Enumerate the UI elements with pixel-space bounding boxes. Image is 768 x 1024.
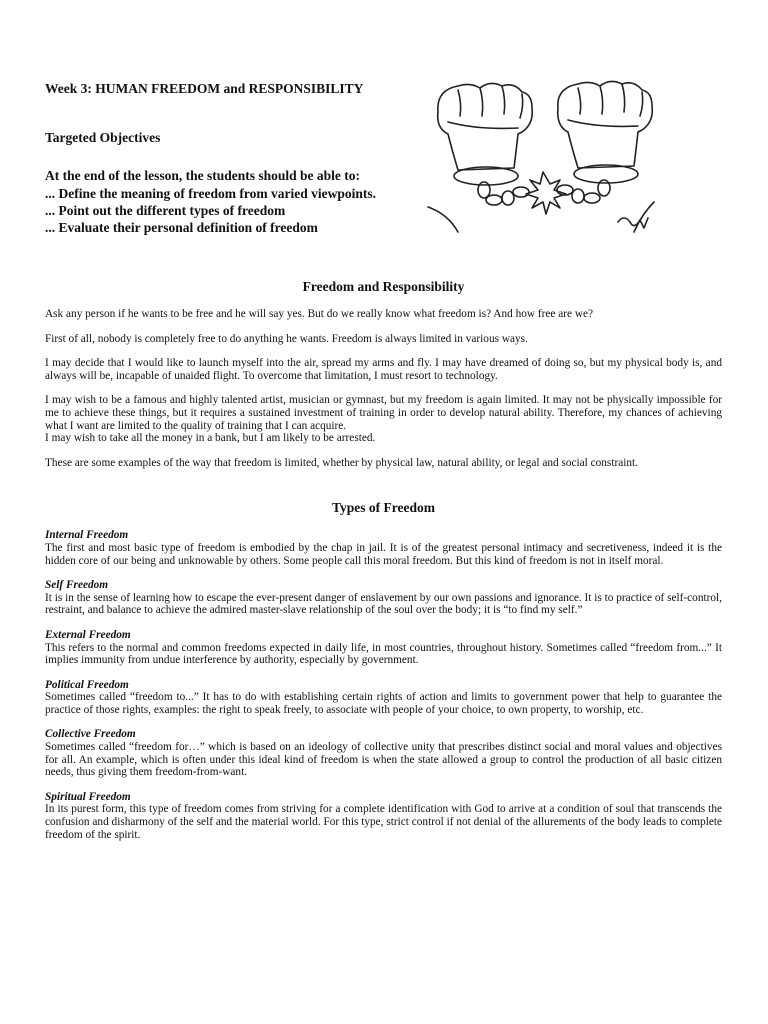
objective-item: ... Evaluate their personal definition of freedom [45,220,318,235]
freedom-type-text: The first and most basic type of freedom is embodied by the chap in jail. It is of the greatest personal intimacy and secretiveness, indeed it is the hidden core of our being and unknowable by others. Some people call this moral freedom. But this kind of freedom is not in itself moral. [45,541,722,567]
freedom-type-name: Internal Freedom [45,529,129,542]
paragraph: First of all, nobody is completely free to do anything he wants. Freedom is always limited in various ways. [45,332,528,345]
freedom-type-name: Self Freedom [45,579,109,592]
freedom-type-name: Collective Freedom [45,728,136,741]
week-title: Week 3: HUMAN FREEDOM and RESPONSIBILITY [45,81,364,96]
objective-item: ... Point out the different types of freedom [45,203,286,218]
objective-item: ... Define the meaning of freedom from varied viewpoints. [45,186,376,201]
section-title-freedom-responsibility: Freedom and Responsibility [302,279,465,294]
freedom-type-self [45,579,722,617]
paragraph: I may wish to take all the money in a bank, but I am likely to be arrested. [45,432,376,445]
freedom-type-text: In its purest form, this type of freedom comes from striving for a complete identification with God to arrive at a condition of soul that transcends the confusion and disharmony of the self and the material world. For this type, strict control if not denial of the allurements of the body leads to complete freedom of the spirit. [45,803,722,841]
paragraph: Ask any person if he wants to be free and he will say yes. But do we really know what freedom is? And how free are we? [45,308,594,320]
paragraph: I may decide that I would like to launch myself into the air, spread my arms and fly. I may have dreamed of doing so, but my physical body is, and always will be, incapable of unaided flight. To overcome that limitation, I must resort to technology. [45,357,722,382]
freedom-type-spiritual [45,791,722,841]
objectives-list [45,185,435,236]
freedom-type-collective [45,728,722,778]
freedom-type-internal [45,529,722,567]
freedom-type-external [45,629,722,667]
paragraph: I may wish to be a famous and highly talented artist, musician or gymnast, but my freedom is again limited. It may not be physically impossible for me to achieve these things, but it requires a sustained investment of training in order to develop natural ability. Therefore, my chances of achieving what I want are limited to the quality of training that I can acquire. [45,394,722,432]
types-of-freedom-list [45,529,722,841]
objectives-heading: Targeted Objectives [45,130,161,145]
broken-chains-fists-icon [418,72,668,237]
freedom-type-name: Spiritual Freedom [45,790,131,803]
freedom-type-text: Sometimes called “freedom to...” It has to do with establishing certain rights of action and limits to government power that help to guarantee the practice of those rights, examples: the right to speak freely, to associate with people of your choice, to own property, to worship, etc. [45,691,722,716]
paragraph: These are some examples of the way that freedom is limited, whether by physical law, natural ability, or legal and social constraint. [45,456,638,469]
document-body [45,278,722,841]
section-freedom-responsibility [45,308,722,469]
objectives-intro: At the end of the lesson, the students should be able to: [45,168,361,183]
freedom-type-name: Political Freedom [45,678,129,691]
section-title-types-of-freedom: Types of Freedom [332,500,435,516]
freedom-type-text: Sometimes called “freedom for…” which is based on an ideology of collective unity that prescribes distinct social and moral values and objectives for all. An example, which is often under this ideal kind of freedom is when the state allowed a group to control the production of all basic citizen needs, thus giving them freedom-from-want. [45,741,722,779]
lesson-header [45,80,435,236]
freedom-type-text: This refers to the normal and common freedoms expected in daily life, in most countries, throughout history. Sometimes called “freedom from...” It implies immunity from undue interference by authority, especially by government. [45,641,722,667]
freedom-type-name: External Freedom [45,628,131,641]
freedom-type-text: It is in the sense of learning how to escape the ever-present danger of enslavement by our own passions and ignorance. It is to practice of self-control, restraint, and balance to achieve the admired master-slave relationship of the soul over the body; it is “to find my self.” [45,591,722,617]
freedom-type-political [45,679,722,717]
